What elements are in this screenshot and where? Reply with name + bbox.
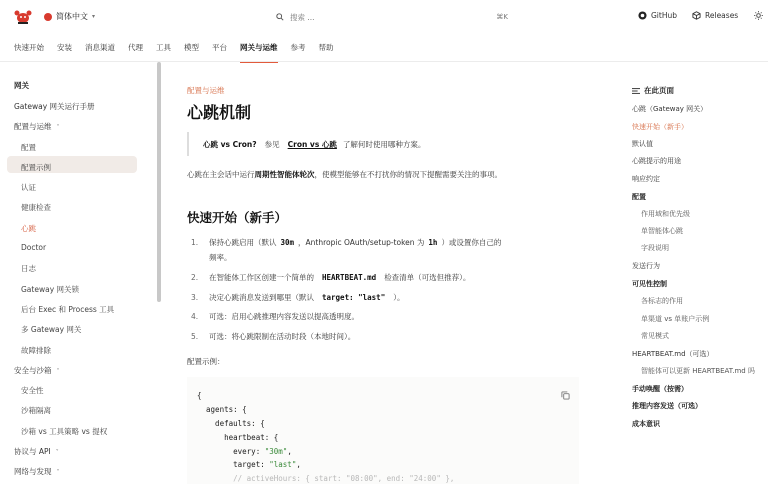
sidebar-item-gateway-lock[interactable]: Gateway 网关锁 xyxy=(21,285,80,294)
sidebar-item-sandbox-vs-policy[interactable]: 沙箱 vs 工具策略 vs 提权 xyxy=(21,427,108,436)
nav-item-channels[interactable]: 消息渠道 xyxy=(85,43,115,52)
list-icon xyxy=(632,87,640,95)
language-flag-icon xyxy=(44,13,52,21)
github-link[interactable] xyxy=(638,11,677,20)
quickstart-heading: 快速开始（新手） xyxy=(187,210,288,225)
list-text: ）。 xyxy=(393,293,405,302)
list-number: 5. xyxy=(191,332,199,341)
callout-middle: 参见 xyxy=(264,139,280,149)
list-text: ，Anthropic OAuth/setup-token 为 xyxy=(298,238,425,247)
list-number: 3. xyxy=(191,293,199,302)
toc-item[interactable]: 默认值 xyxy=(632,140,653,148)
chevron-right-icon: ˅ xyxy=(55,449,59,456)
list-item xyxy=(191,272,470,283)
callout-prefix: 心跳 vs Cron? xyxy=(203,139,257,149)
sidebar-item-config[interactable]: 配置 xyxy=(21,143,36,152)
sidebar-group-label: 协议与 API xyxy=(14,447,51,456)
toc-item[interactable]: 推理内容发送（可选） xyxy=(632,402,702,410)
list-item-continuation: 频率。 xyxy=(209,253,232,262)
toc-subitem[interactable]: 作用域和优先级 xyxy=(641,210,690,218)
list-item xyxy=(191,311,359,322)
toc-subitem[interactable]: 单渠道 vs 单账户示例 xyxy=(641,315,710,323)
chevron-right-icon: ˅ xyxy=(56,469,60,476)
sidebar-group-config-ops[interactable] xyxy=(14,121,60,132)
nav-item-models[interactable]: 模型 xyxy=(184,43,199,52)
list-item xyxy=(191,292,404,303)
list-text: ）或设置你自己的 xyxy=(441,238,502,247)
sidebar-item-sandbox[interactable]: 沙箱隔离 xyxy=(21,406,51,415)
nav-item-tools[interactable]: 工具 xyxy=(156,43,171,52)
sidebar-item-doctor[interactable]: Doctor xyxy=(21,243,47,252)
toc-subitem[interactable]: 字段说明 xyxy=(641,244,669,252)
sidebar-item-security[interactable]: 安全性 xyxy=(21,386,44,395)
sidebar-group-label: 安全与沙箱 xyxy=(14,366,52,375)
sidebar-item-troubleshooting[interactable]: 故障排除 xyxy=(21,346,51,355)
callout-suffix: 了解何时使用哪种方案。 xyxy=(342,139,426,149)
intro-text-before: 心跳在主会话中运行 xyxy=(187,170,255,179)
toc-subitem[interactable]: 常见模式 xyxy=(641,332,669,340)
list-text: 可选：将心跳限制在活动时段（本地时间）。 xyxy=(209,332,356,341)
sidebar-item-exec-process[interactable]: 后台 Exec 和 Process 工具 xyxy=(21,305,115,314)
list-text: 保持心跳启用（默认 xyxy=(209,238,277,247)
toc-item[interactable]: 手动唤醒（按需） xyxy=(632,385,688,393)
list-text: 可选：启用心跳推理内容发送以提高透明度。 xyxy=(209,312,359,321)
sidebar-item-heartbeat[interactable]: 心跳 xyxy=(21,224,36,233)
toc-item[interactable]: 发送行为 xyxy=(632,262,660,270)
sidebar-item-health-check[interactable]: 健康检查 xyxy=(21,203,51,212)
list-number: 4. xyxy=(191,312,199,321)
search-placeholder: 搜索 ... xyxy=(290,12,315,22)
toc-item[interactable]: 心跳提示的用途 xyxy=(632,157,681,165)
sidebar-item-config-examples[interactable]: 配置示例 xyxy=(21,163,51,172)
language-selector[interactable] xyxy=(44,11,95,22)
nav-item-agents[interactable]: 代理 xyxy=(128,43,143,52)
inline-code: 1h xyxy=(428,238,438,247)
sidebar-group-security[interactable] xyxy=(14,365,60,376)
search-icon xyxy=(276,13,284,21)
toc-item[interactable]: 响应约定 xyxy=(632,175,660,183)
sidebar-group-network-discovery[interactable] xyxy=(14,466,60,477)
chevron-up-icon: ˄ xyxy=(56,368,60,375)
list-text: 在智能体工作区创建一个简单的 xyxy=(209,273,314,282)
code-block[interactable] xyxy=(187,377,579,484)
chevron-up-icon: ˄ xyxy=(56,124,60,131)
theme-toggle[interactable] xyxy=(754,11,763,20)
callout-note xyxy=(187,132,579,156)
chevron-down-icon: ▾ xyxy=(92,13,96,20)
inline-code: 30m xyxy=(280,238,295,247)
code-line: { xyxy=(197,391,202,400)
releases-label: Releases xyxy=(705,11,739,20)
sidebar-group-label: 网络与发现 xyxy=(14,467,52,476)
toc-item[interactable]: 成本意识 xyxy=(632,420,660,428)
inline-code: HEARTBEAT.md xyxy=(322,273,377,282)
sidebar-item-logs[interactable]: 日志 xyxy=(21,264,36,273)
list-number: 1. xyxy=(191,238,199,247)
package-icon xyxy=(692,11,701,20)
list-item xyxy=(191,331,355,342)
main-nav xyxy=(14,42,347,63)
intro-text-after: ，使模型能够在不打扰你的情况下提醒需要关注的事项。 xyxy=(314,170,502,179)
search-shortcut: ⌘K xyxy=(496,13,508,21)
sidebar-group-label: 配置与运维 xyxy=(14,122,52,131)
code-line: target: "last", xyxy=(197,460,301,469)
github-icon xyxy=(638,11,647,20)
github-label: GitHub xyxy=(651,11,677,20)
sidebar-item-auth[interactable]: 认证 xyxy=(21,183,36,192)
nav-item-help[interactable]: 帮助 xyxy=(318,43,334,52)
toc-item[interactable]: 可见性控制 xyxy=(632,280,667,288)
sidebar-scrollbar[interactable] xyxy=(157,62,161,302)
page-title: 心跳机制 xyxy=(187,103,252,122)
sidebar-section-title: 网关 xyxy=(14,81,29,90)
language-label: 简体中文 xyxy=(56,12,88,21)
nav-item-platforms[interactable]: 平台 xyxy=(212,43,227,52)
releases-link[interactable] xyxy=(692,11,738,20)
toc-item[interactable]: HEARTBEAT.md（可选） xyxy=(632,350,714,358)
nav-item-quickstart[interactable]: 快速开始 xyxy=(14,43,44,52)
inline-code: target: "last" xyxy=(322,293,386,302)
list-text: 决定心跳消息发送到哪里（默认 xyxy=(209,293,314,302)
lobster-logo-icon[interactable] xyxy=(14,9,32,25)
list-item xyxy=(191,237,501,248)
code-line-comment: // activeHours: { start: "08:00", end: "24:00" }, xyxy=(197,474,455,483)
toc-subitem[interactable]: 智能体可以更新 HEARTBEAT.md 吗 xyxy=(641,367,755,375)
breadcrumb[interactable]: 配置与运维 xyxy=(187,86,225,95)
sidebar-item-gateway-runbook[interactable]: Gateway 网关运行手册 xyxy=(14,102,95,111)
sidebar-group-protocol-api[interactable] xyxy=(14,446,59,457)
list-text: 检查清单（可选但推荐）。 xyxy=(384,273,471,282)
toc-subitem[interactable]: 各标志的作用 xyxy=(641,297,683,305)
code-line: heartbeat: { xyxy=(197,433,279,442)
nav-item-install[interactable]: 安装 xyxy=(57,43,72,52)
code-line: agents: { xyxy=(197,405,247,414)
toc-item-active[interactable]: 快速开始（新手） xyxy=(632,123,688,131)
sun-icon xyxy=(754,11,763,20)
list-number: 2. xyxy=(191,273,199,282)
intro-paragraph xyxy=(187,169,502,180)
nav-item-gateway-ops[interactable]: 网关与运维 xyxy=(240,42,278,63)
search-input[interactable] xyxy=(276,9,512,25)
intro-text-bold: 周期性智能体轮次 xyxy=(254,170,315,179)
nav-item-reference[interactable]: 参考 xyxy=(290,43,306,52)
toc-subitem[interactable]: 单智能体心跳 xyxy=(641,227,683,235)
example-label: 配置示例： xyxy=(187,357,225,366)
copy-icon[interactable] xyxy=(561,391,570,400)
toc-item[interactable]: 心跳（Gateway 网关） xyxy=(632,105,708,113)
sidebar-item-multi-gateway[interactable]: 多 Gateway 网关 xyxy=(21,325,82,334)
toc-item[interactable]: 配置 xyxy=(632,193,646,201)
toc-title-label: 在此页面 xyxy=(644,86,674,95)
code-line: defaults: { xyxy=(197,419,265,428)
toc-title xyxy=(632,85,674,96)
top-bar xyxy=(0,0,768,34)
code-line: every: "30m", xyxy=(197,447,292,456)
cron-vs-heartbeat-link[interactable]: Cron vs 心跳 xyxy=(287,139,337,149)
